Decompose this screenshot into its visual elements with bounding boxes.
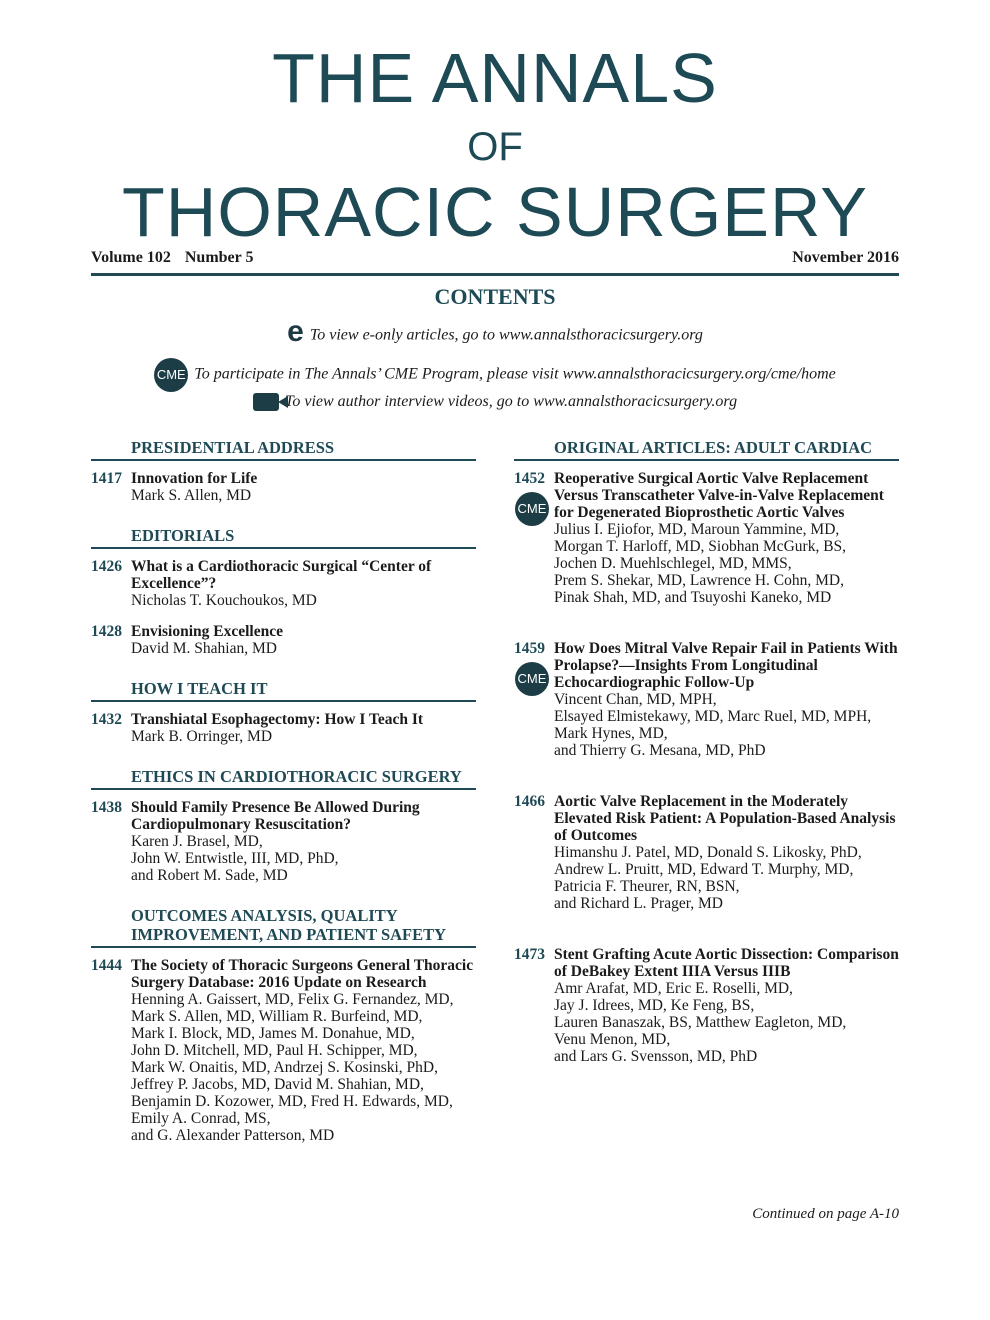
article-title[interactable]: Should Family Presence Be Allowed During Cardiopulmonary Resuscitation? (131, 799, 420, 833)
journal-title-line1: THE ANNALS (272, 39, 718, 117)
article-authors: Vincent Chan, MD, MPH, Elsayed Elmistekawy, MD, Marc Ruel, MD, MPH, Mark Hynes, MD, and Thierry G. Mesana, MD, PhD (554, 691, 872, 759)
page-number: 1426 (91, 558, 122, 575)
video-text[interactable]: To view author interview videos, go to www.annalsthoracicsurgery.org (284, 393, 738, 410)
page-number: 1417 (91, 470, 122, 487)
issue-date: November 2016 (792, 249, 899, 266)
article-title[interactable]: Envisioning Excellence (131, 623, 283, 640)
continued-note: Continued on page A-10 (752, 1206, 899, 1222)
section-heading: PRESIDENTIAL ADDRESS (91, 438, 476, 461)
page-number: 1428 (91, 623, 122, 640)
article-authors: Mark B. Orringer, MD (131, 728, 273, 745)
article-title[interactable]: Innovation for Life (131, 470, 258, 487)
article-title[interactable]: Aortic Valve Replacement in the Moderately Elevated Risk Patient: A Population-Based Analysis of Outcomes (554, 793, 896, 844)
toc-entry[interactable] (91, 558, 476, 609)
cme-icon: CME (154, 358, 188, 392)
article-authors: Amr Arafat, MD, Eric E. Roselli, MD, Jay J. Idrees, MD, Ke Feng, BS, Lauren Banaszak, BS, Matthew Eagleton, MD, Venu Menon, MD, and Lars G. Svensson, MD, PhD (554, 980, 847, 1065)
article-title[interactable]: Stent Grafting Acute Aortic Dissection: Comparison of DeBakey Extent IIIA Versus IIIB (554, 946, 899, 980)
video-note (0, 393, 990, 411)
eonly-text[interactable]: To view e-only articles, go to www.annalsthoracicsurgery.org (309, 326, 703, 344)
section-heading: HOW I TEACH IT (91, 679, 476, 702)
header-rule (91, 273, 899, 276)
toc-entry[interactable] (91, 957, 476, 1144)
article-authors: Nicholas T. Kouchoukos, MD (131, 592, 317, 609)
article-authors: David M. Shahian, MD (131, 640, 277, 657)
section-heading: EDITORIALS (91, 526, 476, 549)
page-number: 1438 (91, 799, 122, 816)
issue-volume-number (91, 249, 267, 267)
article-authors: Julius I. Ejiofor, MD, Maroun Yammine, MD, Morgan T. Harloff, MD, Siobhan McGurk, BS, Jochen D. Muehlschlegel, MD, MMS, Prem S. Shekar, MD, Lawrence H. Cohn, MD, Pinak Shah, MD, and Tsuyoshi Kaneko, MD (554, 521, 847, 606)
toc-entry[interactable] (514, 470, 899, 606)
volume: Volume 102 (91, 249, 171, 266)
cme-text[interactable]: To participate in The Annals’ CME Program, please visit www.annalsthoracicsurgery.org/cme/home (194, 365, 836, 383)
page-number: 1452 (514, 470, 545, 487)
e-only-icon: e (287, 315, 304, 348)
left-column (91, 438, 476, 1166)
toc-section (91, 438, 476, 504)
toc-entry[interactable] (91, 711, 476, 745)
page-number: 1432 (91, 711, 122, 728)
video-camera-icon (253, 393, 279, 411)
toc-entry[interactable] (91, 623, 476, 657)
article-authors: Himanshu J. Patel, MD, Donald S. Likosky, PhD, Andrew L. Pruitt, MD, Edward T. Murphy, MD, Patricia F. Theurer, RN, BSN, and Richard L. Prager, MD (554, 844, 862, 912)
page-number: 1473 (514, 946, 545, 963)
toc-section (91, 526, 476, 657)
toc-entry[interactable] (514, 640, 899, 759)
article-authors: Mark S. Allen, MD (131, 487, 252, 504)
eonly-note (0, 315, 990, 348)
right-column (514, 438, 899, 1099)
page-number: 1459 (514, 640, 545, 657)
toc-entry[interactable] (91, 799, 476, 884)
article-authors: Karen J. Brasel, MD, John W. Entwistle, III, MD, PhD, and Robert M. Sade, MD (131, 833, 339, 884)
page-number: 1466 (514, 793, 545, 810)
toc-section (91, 679, 476, 745)
toc-section (91, 767, 476, 884)
contents-title: CONTENTS (434, 284, 556, 309)
article-authors: Henning A. Gaissert, MD, Felix G. Fernandez, MD, Mark S. Allen, MD, William R. Burfeind, MD, Mark I. Block, MD, James M. Donahue, MD, John D. Mitchell, MD, Paul H. Schipper, MD, Mark W. Onaitis, MD, Andrzej S. Kosinski, PhD, Jeffrey P. Jacobs, MD, David M. Shahian, MD, Benjamin D. Kozower, MD, Fred H. Edwards, MD, Emily A. Conrad, MS, and G. Alexander Patterson, MD (131, 991, 454, 1144)
section-heading: ORIGINAL ARTICLES: ADULT CARDIAC (514, 438, 899, 461)
article-title[interactable]: How Does Mitral Valve Repair Fail in Patients With Prolapse?—Insights From Longitudinal Echocardiographic Follow-Up (554, 640, 898, 691)
cme-icon: CME (515, 662, 549, 696)
toc-section (91, 906, 476, 1144)
page-number: 1444 (91, 957, 122, 974)
article-title[interactable]: The Society of Thoracic Surgeons General Thoracic Surgery Database: 2016 Update on Research (131, 957, 474, 991)
article-title[interactable]: Reoperative Surgical Aortic Valve Replacement Versus Transcatheter Valve-in-Valve Replacement for Degenerated Bioprosthetic Aortic Valves (554, 470, 884, 521)
toc-entry[interactable] (91, 470, 476, 504)
toc-entry[interactable] (514, 946, 899, 1065)
section-heading: ETHICS IN CARDIOTHORACIC SURGERY (91, 767, 476, 790)
article-title[interactable]: Transhiatal Esophagectomy: How I Teach It (131, 711, 424, 728)
journal-title-line3: THORACIC SURGERY (122, 173, 868, 251)
cme-icon: CME (515, 492, 549, 526)
article-title[interactable]: What is a Cardiothoracic Surgical “Center of Excellence”? (131, 558, 432, 592)
toc-entry[interactable] (514, 793, 899, 912)
cme-note (0, 358, 990, 392)
journal-title-line2: OF (467, 125, 523, 169)
section-heading: OUTCOMES ANALYSIS, QUALITY IMPROVEMENT, AND PATIENT SAFETY (91, 906, 476, 948)
number: Number 5 (184, 249, 254, 266)
